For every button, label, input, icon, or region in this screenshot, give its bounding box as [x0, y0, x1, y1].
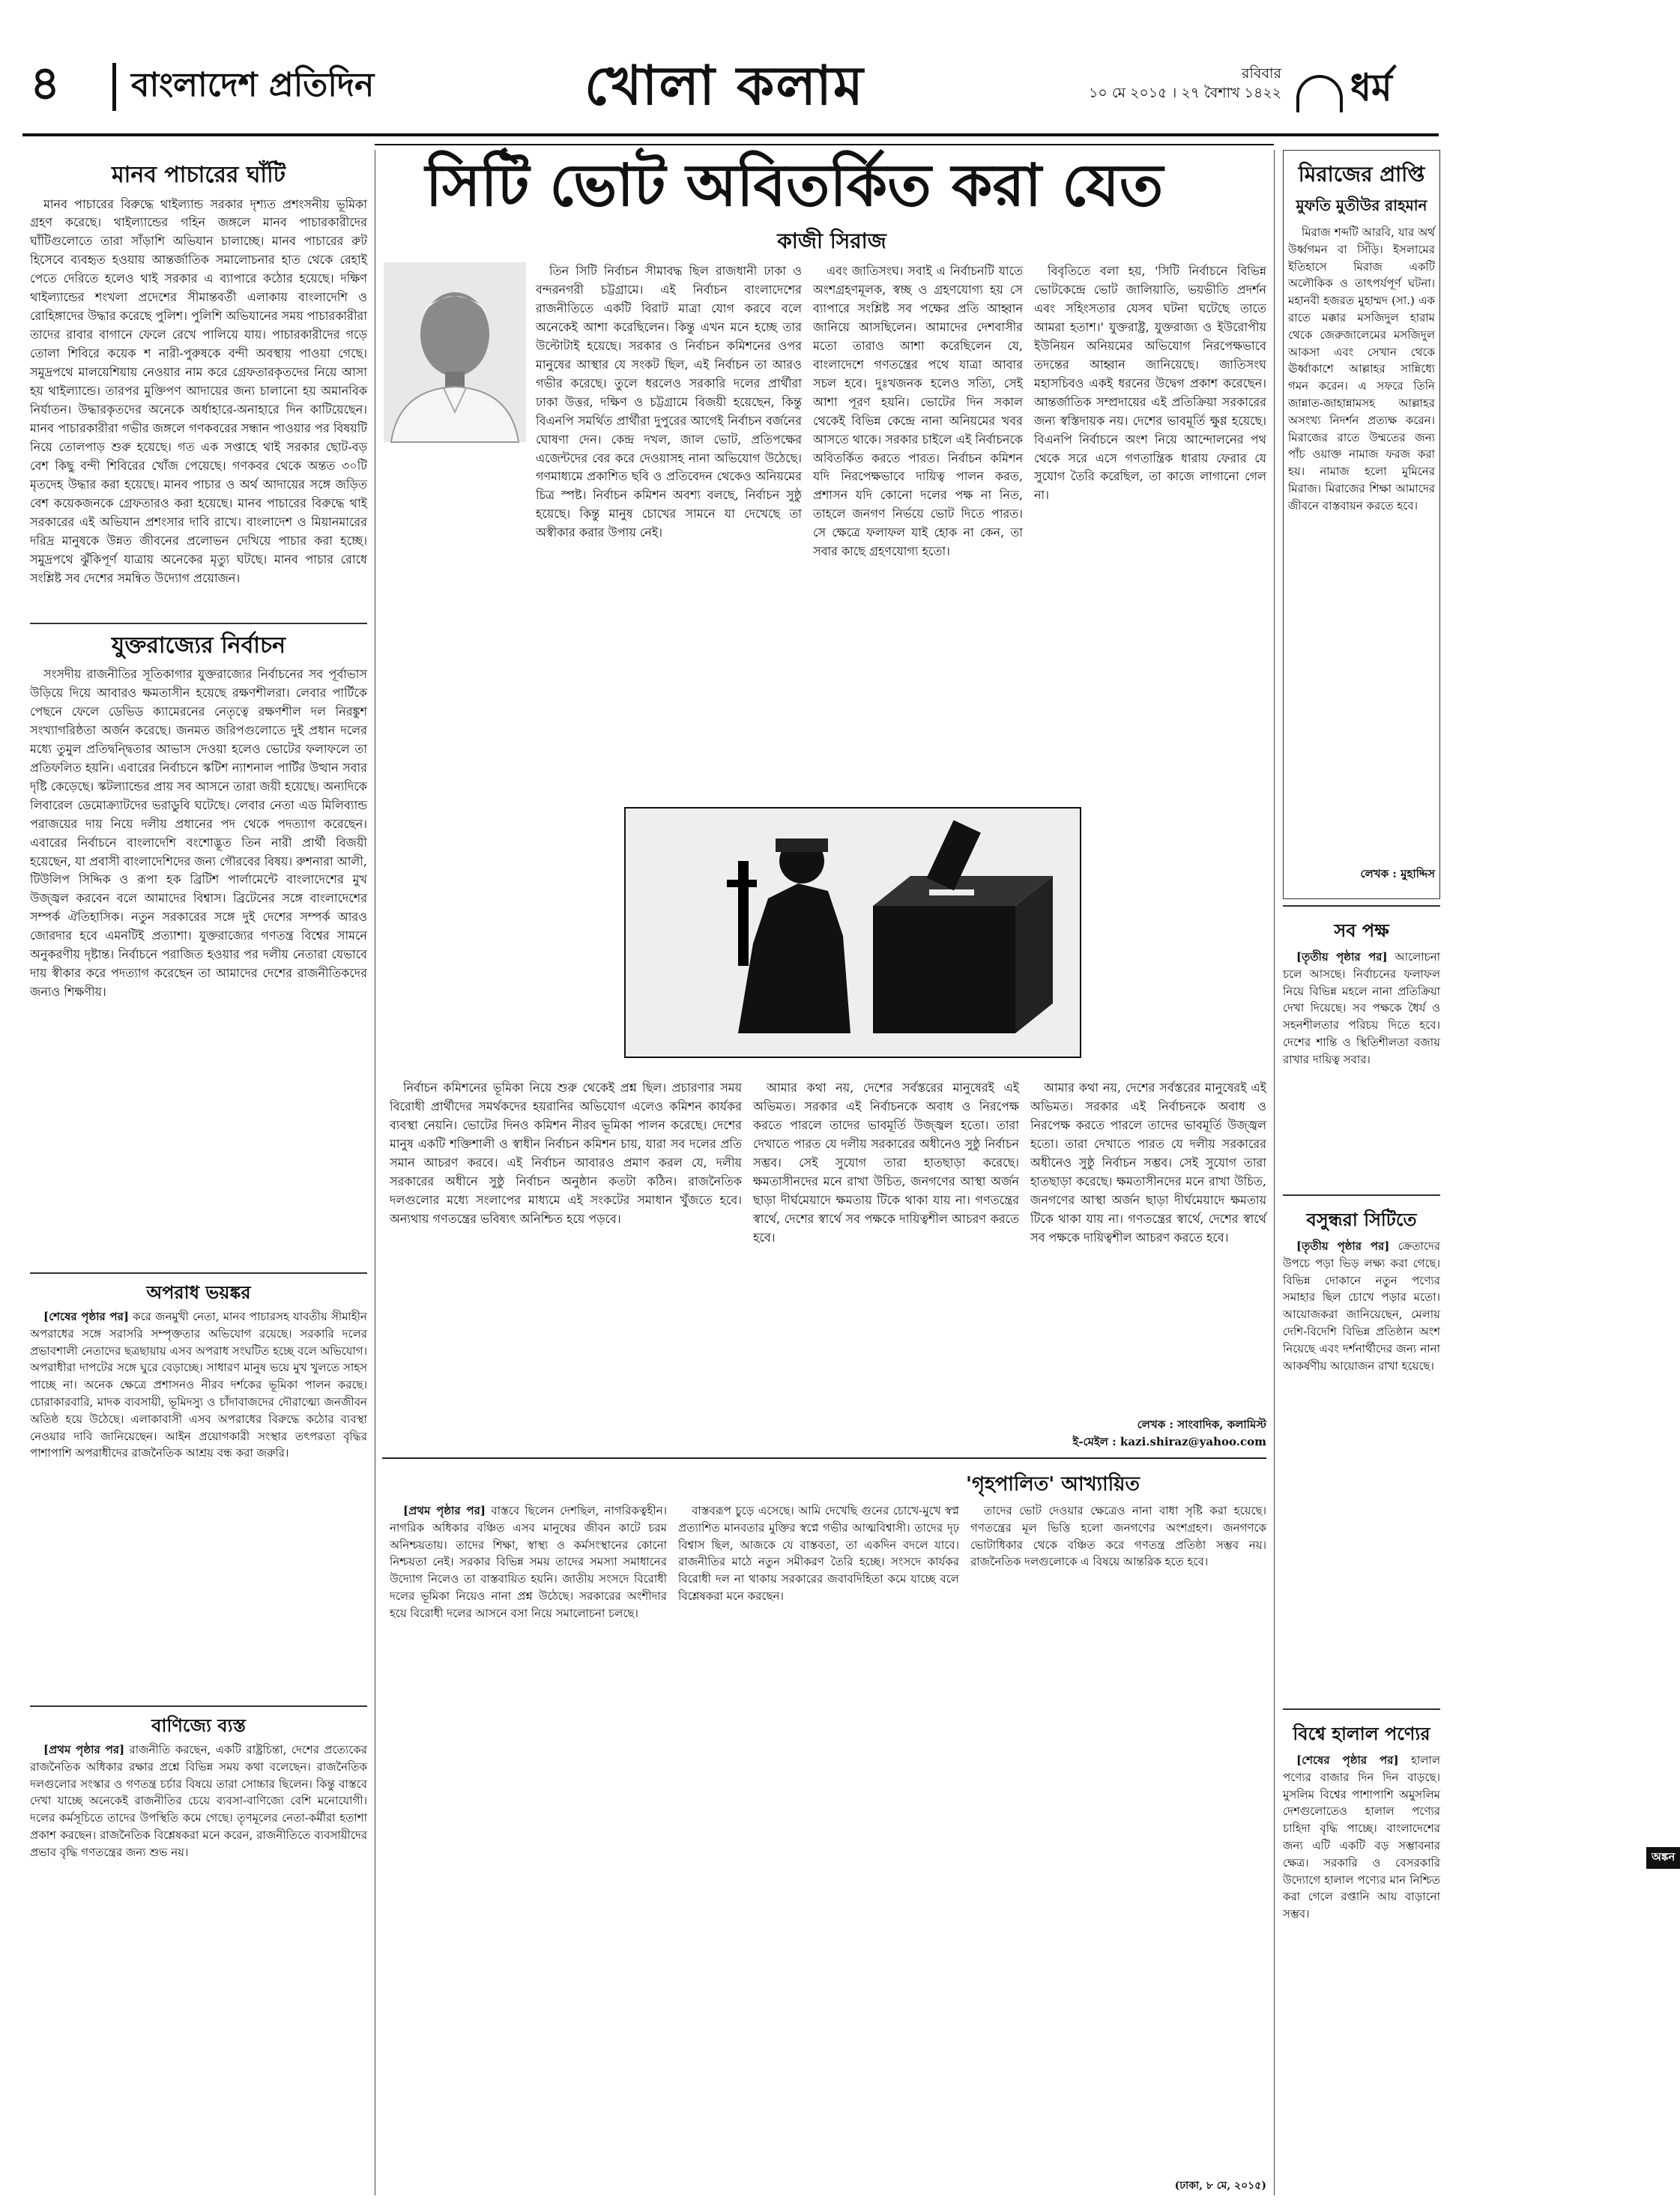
article-body: তাদের ভোট দেওয়ার ক্ষেত্রেও নানা বাধা সৃষ্টি করা হয়েছে। গণতন্ত্রের মূল ভিত্তি হলো জনগণের অংশগ্রহণ। জনগণকে ভোটাধিকার থেকে বঞ্চিত করে গণতন্ত্র প্রতিষ্ঠা সম্ভব নয়। রাজনৈতিক দলগুলোকে এ বিষয়ে আন্তরিক হতে হবে। — [970, 1504, 1266, 1569]
article-kicker: [তৃতীয় পৃষ্ঠার পর] — [1296, 950, 1388, 964]
article-body: বাস্তবরূপ চুড়ে এসেছে। আমি দেখেছি গুনের চোখে-মুখে স্বপ্ন প্রত্যাশিত মানবতার মুক্তির স্বপ্নে গভীর আত্মবিশ্বাসী। তাদের দৃঢ় বিশ্বাস ছিল, আজকে যে বাস্তবতা, তা একদিন বদলে যাবে। রাজনীতির মাঠে নতুন সমীকরণ তৈরি হচ্ছে। সংসদে কার্যকর বিরোধী দল না থাকায় সরকারের জবাবদিহিতা কমে যাচ্ছে বলে বিশ্লেষকরা মনে করছেন। — [678, 1504, 959, 1603]
main-article-rule — [375, 144, 1274, 145]
article-body: মানব পাচারের বিরুদ্ধে থাইল্যান্ড সরকার দৃশ্যত প্রশংসনীয় ভূমিকা গ্রহণ করেছে। থাইল্যান্ডের গহিন জঙ্গলে মানব পাচারকারীদের ঘাঁটিগুলোতে তারা সাঁড়াশি অভিযান চালাচ্ছে। মানব পাচারের রুট হিসেবে ব্যবহৃত হওয়ায় আন্তর্জাতিক সমালোচনার হাত থেকে রেহাই পেতে দেরিতে হলেও থাই সরকার এ ব্যাপারে কঠোর হয়েছে। দক্ষিণ থাইল্যান্ডের শংখলা প্রদেশের সীমান্তবর্তী এলাকায় বাংলাদেশি ও রোহিঙ্গাদের উদ্ধার করেছে পুলিশ। পুলিশি অভিযানের সময় পাচারকারীরা তাদের রাবার বাগানে ফেলে রেখে পালিয়ে যায়। পাচারকারীদের গড়ে তোলা শিবিরে কয়েক শ নারী-পুরুষকে বন্দী অবস্থায় পাওয়া গেছে। সমুদ্রপথে মালয়েশিয়ায় নেওয়ার নাম করে গ্রেফতারকৃতদের নিয়ে আসা হয় থাইল্যান্ডে। তারপর মুক্তিপণ আদায়ের জন্য চালানো হয় অমানবিক নির্যাতন। উদ্ধারকৃতদের অনেকে অর্ধাহারে-অনাহারে দিন কাটিয়েছেন। মানব পাচারকারীরা গভীর জঙ্গলে গণকবরের সন্ধান পাওয়ার পর বিষয়টি নিয়ে তোলপাড় শুরু হয়েছে। গত এক সপ্তাহে থাই সরকার ছোট-বড় বেশ কিছু বন্দী শিবিরের খোঁজ পেয়েছে। গণকবর থেকে অন্তত ৩০টি মৃতদেহ উদ্ধার করা হয়েছে। মানব পাচার ও অর্থ আদায়ের সঙ্গে জড়িত বেশ কয়েকজনকে গ্রেফতারও করা হয়েছে। মানব পাচারের বিরুদ্ধে থাই সরকারের এই অভিযান প্রশংসার দাবি রাখে। বাংলাদেশ ও মিয়ানমারের দরিদ্র মানুষকে উন্নত জীবনের প্রলোভন দেখিয়ে পাচার করা হচ্ছে। সমুদ্রপথে ঝুঁকিপূর্ণ যাত্রায় অনেকের মৃত্যু ঘটছে। মানব পাচার রোধে সংশ্লিষ্ট সব দেশের সমন্বিত উদ্যোগ প্রয়োজন। — [30, 196, 367, 585]
sub-column-3 — [970, 1502, 1266, 2162]
article-headline: যুক্তরাজ্যের নির্বাচন — [111, 632, 286, 659]
article-text: রাজনীতি করছেন, একটি রাষ্ট্রচিন্তা, দেশের প্রত্যেকের রাজনৈতিক অধিকার রক্ষার প্রশ্নে বিভিন্ন সময় কথা বলেছেন। রাজনৈতিক দলগুলোর সংস্কার ও গণতন্ত্র চর্চার বিষয়ে তারা সোচ্চার ছিলেন। কিন্তু বাস্তবে দেখা যাচ্ছে অনেকেই রাজনীতির চেয়ে ব্যবসা-বাণিজ্যে বেশি মনোযোগী। দলের কর্মসূচিতে তাদের উপস্থিতি কমে গেছে। তৃণমূলের নেতা-কর্মীরা হতাশা প্রকাশ করছেন। রাজনৈতিক বিশ্লেষকরা মনে করেন, রাজনীতিতে ব্যবসায়ীদের প্রভাব বৃদ্ধি গণতন্ত্রের জন্য শুভ নয়। — [30, 1743, 367, 1859]
mirajer-prapti-box — [1283, 150, 1440, 899]
article-body — [1283, 1752, 1440, 2172]
right-column — [1283, 150, 1440, 2196]
main-byline: কাজী সিরাজ — [777, 229, 886, 253]
article-text: করে জনমুখী নেতা, মানব পাচারসহ যাবতীয় সীমাহীন অপরাধের সঙ্গে সরাসরি সম্পৃক্ততার অভিযোগ রয়েছে। সরকারি দলের প্রভাবশালী নেতাদের ছত্রছায়ায় এসব অপরাধ সংঘটিত হচ্ছে বলে অভিযোগ। অপরাধীরা দাপটের সঙ্গে ঘুরে বেড়াচ্ছে। সাধারণ মানুষ ভয়ে মুখ খুলতে সাহস পাচ্ছে না। অনেক ক্ষেত্রে প্রশাসনও নীরব দর্শকের ভূমিকা পালন করছে। চোরাকারবারি, মাদক ব্যবসায়ী, ভূমিদস্যু ও চাঁদাবাজদের দৌরাত্ম্যে জনজীবন অতিষ্ঠ হয়ে উঠেছে। এলাকাবাসী এসব অপরাধের বিরুদ্ধে কঠোর ব্যবস্থা নেওয়ার দাবি জানিয়েছেন। আইন প্রয়োগকারী সংস্থার তৎপরতা বৃদ্ধির পাশাপাশি অপরাধীদের রাজনৈতিক আশ্রয় বন্ধ করা জরুরি। — [30, 1310, 367, 1460]
author-portrait-icon — [384, 262, 526, 442]
main-column-1 — [536, 262, 802, 787]
article-body: সংসদীয় রাজনীতির সূতিকাগার যুক্তরাজ্যের নির্বাচনের সব পূর্বাভাস উড়িয়ে দিয়ে আবারও ক্ষমতাসীন হয়েছে রক্ষণশীলরা। লেবার পার্টিকে পেছনে ফেলে ডেভিড ক্যামেরনের নেতৃত্বে রক্ষণশীল দল নিরঙ্কুশ সংখ্যাগরিষ্ঠতা অর্জন করেছে। জনমত জরিপগুলোতে দুই প্রধান দলের মধ্যে তুমুল প্রতিদ্বন্দ্বিতার আভাস দেওয়া হলেও ভোটের ফলাফলে তা প্রতিফলিত হয়নি। এবারের নির্বাচনে স্কটিশ ন্যাশনাল পার্টির উত্থান সবার দৃষ্টি কেড়েছে। স্কটল্যান্ডের প্রায় সব আসনে তারা জয়ী হয়েছে। অন্যদিকে লিবারেল ডেমোক্র্যাটদের ভরাডুবি ঘটেছে। লেবার নেতা এড মিলিব্যান্ড পরাজয়ের দায় নিয়ে দলীয় প্রধানের পদ থেকে পদত্যাগ করেছেন। এবারের নির্বাচনে বাংলাদেশি বংশোদ্ভূত তিন নারী প্রার্থী বিজয়ী হয়েছেন, যা প্রবাসী বাংলাদেশিদের জন্য গৌরবের বিষয়। রুশনারা আলী, টিউলিপ সিদ্দিক ও রূপা হক ব্রিটিশ পার্লামেন্টে বাংলাদেশের মুখ উজ্জ্বল করবেন বলে আমাদের বিশ্বাস। ব্রিটেনের সঙ্গে বাংলাদেশের সম্পর্ক ঐতিহাসিক। নতুন সরকারের সঙ্গে দুই দেশের সম্পর্ক আরও জোরদার হবে এমনটিই প্রত্যাশা। যুক্তরাজ্যের গণতন্ত্র বিশ্বের সামনে অনুকরণীয় দৃষ্টান্ত। নির্বাচনে পরাজিত হওয়ার পর দলীয় নেতারা যেভাবে দায় স্বীকার করে পদত্যাগ করেছেন তা আমাদের দেশের রাজনীতিকদের জন্যও শিক্ষণীয়। — [30, 667, 367, 1000]
article-kicker: [প্রথম পৃষ্ঠার পর] — [43, 1743, 125, 1756]
article-body: এবং জাতিসংঘ। সবাই এ নির্বাচনটি যাতে অংশগ্রহণমূলক, স্বচ্ছ ও গ্রহণযোগ্য হয় সে ব্যাপারে সংশ্লিষ্ট সব পক্ষের প্রতি আহ্বান জানিয়ে আসছিলেন। আমাদের দেশবাসীর মতো তারাও আশা করেছিলেন যে, বাংলাদেশে গণতন্ত্রের পথে যাত্রা আবার সচল হবে। দুঃখজনক হলেও সত্যি, সেই আশা পূরণ হয়নি। ভোটের দিন সকাল থেকেই বিভিন্ন কেন্দ্রে নানা অনিয়মের খবর আসতে থাকে। সরকার চাইলে এই নির্বাচনকে অবিতর্কিত করতে পারত। নির্বাচন কমিশন যদি নিরপেক্ষভাবে দায়িত্ব পালন করত, প্রশাসন যদি কোনো দলের পক্ষ না নিত, তাহলে জনগণ নির্ভয়ে ভোট দিতে পারত। সে ক্ষেত্রে ফলাফল যাই হোক না কেন, তা সবার কাছে গ্রহণযোগ্য হতো। — [813, 264, 1023, 559]
article-text: ক্রেতাদের উপচে পড়া ভিড় লক্ষ্য করা গেছে। বিভিন্ন দোকানে নতুন পণ্যের সমাহার ছিল চোখে পড়ার মতো। আয়োজকরা জানিয়েছেন, মেলায় দেশি-বিদেশি বিভিন্ন প্রতিষ্ঠান অংশ নিয়েছে এবং দর্শনার্থীদের জন্য নানা আকর্ষণীয় আয়োজন রাখা হয়েছে। — [1283, 1239, 1440, 1373]
article-divider — [1283, 905, 1440, 907]
article-text: হালাল পণ্যের বাজার দিন দিন বাড়ছে। মুসলিম বিশ্বের পাশাপাশি অমুসলিম দেশগুলোতেও হালাল পণ্যের চাহিদা বৃদ্ধি পাচ্ছে। বাংলাদেশের জন্য এটি একটি বড় সম্ভাবনার ক্ষেত্র। সরকারি ও বেসরকারি উদ্যোগে হালাল পণ্যের মান নিশ্চিত করা গেলে রপ্তানি আয় বাড়ানো সম্ভব। — [1283, 1753, 1440, 1921]
main-column-4 — [390, 1079, 742, 1446]
article-headline: অপরাধ ভয়ঙ্কর — [146, 1281, 251, 1303]
article-kicker: [তৃতীয় পৃষ্ঠার পর] — [1296, 1239, 1390, 1253]
article-body — [390, 1502, 667, 1622]
soldier-ballot-box-illustration-icon — [626, 809, 1080, 1057]
article-divider — [30, 623, 367, 624]
main-column-5 — [753, 1079, 1019, 1446]
article-divider — [1283, 1194, 1440, 1196]
sub-article-rule — [382, 1457, 1266, 1459]
main-column-6 — [1030, 1079, 1266, 1409]
masthead-separator — [112, 63, 116, 111]
article-headline: মিরাজের প্রাপ্তি — [1298, 162, 1425, 187]
article-divider — [1283, 1708, 1440, 1710]
main-column-2 — [813, 262, 1023, 787]
article-body: তিন সিটি নির্বাচন সীমাবদ্ধ ছিল রাজধানী ঢাকা ও বন্দরনগরী চট্টগ্রামে। এই নির্বাচন বাংলাদেশের রাজনীতিতে একটি বিরাট মাত্রা যোগ করবে বলে অনেকেই আশা করেছিলেন। কিন্তু এখন মনে হচ্ছে তার উল্টোটাই হয়েছে। সরকার ও নির্বাচন কমিশনের ওপর মানুষের আস্থার যে সংকট ছিল, এই নির্বাচন তা আরও গভীর করেছে। তুলে ধরলেও সরকারি দলের প্রার্থীরা ঢাকা উত্তর, দক্ষিণ ও চট্টগ্রামে বিজয়ী হয়েছেন, কিন্তু বিএনপি সমর্থিত প্রার্থীরা দুপুরের আগেই নির্বাচন বর্জনের ঘোষণা দেন। কেন্দ্র দখল, জাল ভোট, প্রতিপক্ষের এজেন্টদের বের করে দেওয়াসহ নানা অভিযোগ উঠেছে। গণমাধ্যমে প্রকাশিত ছবি ও প্রতিবেদন থেকেও অনিয়মের চিত্র স্পষ্ট। নির্বাচন কমিশন অবশ্য বলছে, নির্বাচন সুষ্ঠু হয়েছে। কিন্তু মানুষ চোখের সামনে যা দেখেছে তা অস্বীকার করার উপায় নেই। — [536, 264, 802, 540]
sub-headline: 'গৃহপালিত' আখ্যায়িত — [966, 1473, 1140, 1496]
author-note — [1019, 1416, 1266, 1450]
dharma-logo — [1296, 66, 1446, 118]
paper-name: বাংলাদেশ প্রতিদিন — [131, 66, 375, 104]
article-headline: বিশ্বে হালাল পণ্যের — [1293, 1723, 1430, 1744]
masthead-rule — [22, 133, 1439, 136]
issue-date: ১০ মে ২০১৫ । ২৭ বৈশাখ ১৪২২ — [1089, 84, 1281, 101]
article-body — [1283, 949, 1440, 1188]
article-body: আমার কথা নয়, দেশের সর্বস্তরের মানুষেরই এই অভিমত। সরকার এই নির্বাচনকে অবাধ ও নিরপেক্ষ করতে পারলে তাদের ভাবমূর্তি উজ্জ্বল হতো। তারা দেখাতে পারত যে দলীয় সরকারের অধীনেও সুষ্ঠু নির্বাচন সম্ভব। সেই সুযোগ তারা হাতছাড়া করেছে। ক্ষমতাসীনদের মনে রাখা উচিত, জনগণের আস্থা অর্জন ছাড়া দীর্ঘমেয়াদে ক্ষমতায় টিকে থাকা যায় না। গণতন্ত্রের স্বার্থে, দেশের স্বার্থে সব পক্ষকে দায়িত্বশীল আচরণ করতে হবে। — [753, 1081, 1019, 1245]
picture-credit: অঙ্কন — [1646, 1847, 1680, 1869]
date-box — [1064, 64, 1281, 103]
left-column — [30, 161, 367, 2199]
dharma-label: ধর্ম — [1350, 65, 1392, 109]
sub-article-footer: (ঢাকা, ৮ মে, ২০১৫) — [1174, 2180, 1266, 2192]
masthead — [0, 0, 1461, 142]
main-headline: সিটি ভোট অবিতর্কিত করা যেত — [425, 151, 1164, 220]
article-byline: মুফতি মুতীউর রাহমান — [1296, 196, 1427, 214]
article-kicker: [শেষের পৃষ্ঠার পর] — [43, 1310, 129, 1323]
author-email: ই-মেইল : kazi.shiraz@yahoo.com — [1072, 1434, 1266, 1448]
article-body — [30, 1308, 367, 1698]
article-divider — [30, 1705, 367, 1707]
article-headline: বসুন্ধরা সিটিতে — [1306, 1209, 1417, 1230]
article-divider — [30, 1272, 367, 1274]
article-body — [30, 1741, 367, 2161]
sub-column-2 — [678, 1502, 959, 2192]
page-number: ৪ — [30, 55, 61, 110]
article-headline: সব পক্ষ — [1334, 919, 1389, 941]
author-photo — [384, 262, 526, 442]
article-kicker: [প্রথম পৃষ্ঠার পর] — [403, 1504, 486, 1517]
article-headline: বাণিজ্যে ব্যস্ত — [151, 1714, 246, 1736]
column-rule — [1274, 150, 1275, 2196]
article-body: নির্বাচন কমিশনের ভূমিকা নিয়ে শুরু থেকেই প্রশ্ন ছিল। প্রচারণার সময় বিরোধী প্রার্থীদের সমর্থকদের হয়রানির অভিযোগ এলেও কমিশন কার্যকর ব্যবস্থা নেয়নি। ভোটের দিনও কমিশন নীরব ভূমিকা পালন করেছে। দেশের মানুষ একটি শক্তিশালী ও স্বাধীন নির্বাচন কমিশন চায়, যারা সব দলের প্রতি সমান আচরণ করবে। এই নির্বাচন আবারও প্রমাণ করল যে, দলীয় সরকারের অধীনে সুষ্ঠু নির্বাচন অনুষ্ঠান কতটা কঠিন। রাজনৈতিক দলগুলোর মধ্যে সংলাপের মাধ্যমে এই সংকটের সমাধান খুঁজতে হবে। অন্যথায় গণতন্ত্রের ভবিষ্যৎ অনিশ্চিত হয়ে পড়বে। — [390, 1081, 742, 1226]
article-body — [1283, 1238, 1440, 1702]
sub-column-1 — [390, 1502, 667, 2192]
article-body: মিরাজ শব্দটি আরবি, যার অর্থ উর্ধ্বগমন বা সিঁড়ি। ইসলামের ইতিহাসে মিরাজ একটি অলৌকিক ও তাৎপর্যপূর্ণ ঘটনা। মহানবী হজরত মুহাম্মদ (সা.) এক রাতে মক্কার মসজিদুল হারাম থেকে জেরুজালেমের মসজিদুল আকসা এবং সেখান থেকে ঊর্ধ্বাকাশে আল্লাহর সান্নিধ্যে গমন করেন। এ সফরে তিনি জান্নাত-জাহান্নামসহ আল্লাহর অসংখ্য নিদর্শন প্রত্যক্ষ করেন। মিরাজের রাতে উম্মতের জন্য পাঁচ ওয়াক্ত নামাজ ফরজ করা হয়। নামাজ হলো মুমিনের মিরাজ। মিরাজের শিক্ষা আমাদের জীবনে বাস্তবায়ন করতে হবে। — [1288, 226, 1435, 513]
section-title: খোলা কলাম — [584, 53, 865, 117]
article-text: আলোচনা চলে আসছে। নির্বাচনের ফলাফল নিয়ে বিভিন্ন মহলে নানা প্রতিক্রিয়া দেখা দিয়েছে। সব পক্ষকে ধৈর্য ও সহনশীলতার পরিচয় দিতে হবে। দেশের শান্তি ও স্থিতিশীলতা বজায় রাখার দায়িত্ব সবার। — [1283, 950, 1440, 1066]
article-body: আমার কথা নয়, দেশের সর্বস্তরের মানুষেরই এই অভিমত। সরকার এই নির্বাচনকে অবাধ ও নিরপেক্ষ করতে পারলে তাদের ভাবমূর্তি উজ্জ্বল হতো। তারা দেখাতে পারত যে দলীয় সরকারের অধীনেও সুষ্ঠু নির্বাচন সম্ভব। সেই সুযোগ তারা হাতছাড়া করেছে। ক্ষমতাসীনদের মনে রাখা উচিত, জনগণের আস্থা অর্জন ছাড়া দীর্ঘমেয়াদে ক্ষমতায় টিকে থাকা যায় না। গণতন্ত্রের স্বার্থে, দেশের স্বার্থে সব পক্ষকে দায়িত্বশীল আচরণ করতে হবে। — [1030, 1081, 1266, 1245]
mosque-arch-icon — [1296, 75, 1343, 112]
author-note: লেখক : মুহাদ্দিস — [1360, 867, 1435, 880]
main-column-3 — [1034, 262, 1266, 787]
article-body: বিবৃতিতে বলা হয়, 'সিটি নির্বাচনে বিভিন্ন ভোটকেন্দ্রে ভোট জালিয়াতি, ভয়ভীতি প্রদর্শন এবং সহিংসতার যেসব ঘটনা ঘটেছে তাতে আমরা হতাশ।' যুক্তরাষ্ট্র, যুক্তরাজ্য ও ইউরোপীয় ইউনিয়ন অনিয়মের অভিযোগ নিরপেক্ষভাবে তদন্তের আহ্বান জানিয়েছে। জাতিসংঘ মহাসচিবও একই ধরনের উদ্বেগ প্রকাশ করেছেন। আন্তর্জাতিক সম্প্রদায়ের এই প্রতিক্রিয়া সরকারের জন্য স্বস্তিদায়ক নয়। দেশের ভাবমূর্তি ক্ষুণ্ণ হয়েছে। বিএনপি নির্বাচনে অংশ নিয়ে আন্দোলনের পথ থেকে সরে এসে গণতান্ত্রিক ধারায় ফেরার যে সুযোগ তৈরি করেছিল, তা কাজে লাগানো গেল না। — [1034, 264, 1266, 503]
issue-day: রবিবার — [1242, 65, 1281, 82]
article-text: বাস্তবে ছিলেন দেশছিল, নাগরিকত্বহীন। নাগরিক অধিকার বঞ্চিত এসব মানুষের জীবন কাটে চরম অনিশ্চয়তায়। তাদের শিক্ষা, স্বাস্থ্য ও কর্মসংস্থানের কোনো নিশ্চয়তা নেই। সরকার বিভিন্ন সময় তাদের সমস্যা সমাধানের উদ্যোগ নিলেও তা বাস্তবায়িত হয়নি। জাতীয় সংসদে বিরোধী দলের ভূমিকা নিয়েও নানা প্রশ্ন উঠেছে। সরকারের অংশীদার হয়ে বিরোধী দলের আসনে বসা নিয়ে সমালোচনা চলছে। — [390, 1504, 667, 1620]
article-headline: মানব পাচারের ঘাঁটি — [111, 162, 286, 188]
author-designation: লেখক : সাংবাদিক, কলামিস্ট — [1137, 1418, 1266, 1431]
article-kicker: [শেষের পৃষ্ঠার পর] — [1296, 1753, 1399, 1767]
